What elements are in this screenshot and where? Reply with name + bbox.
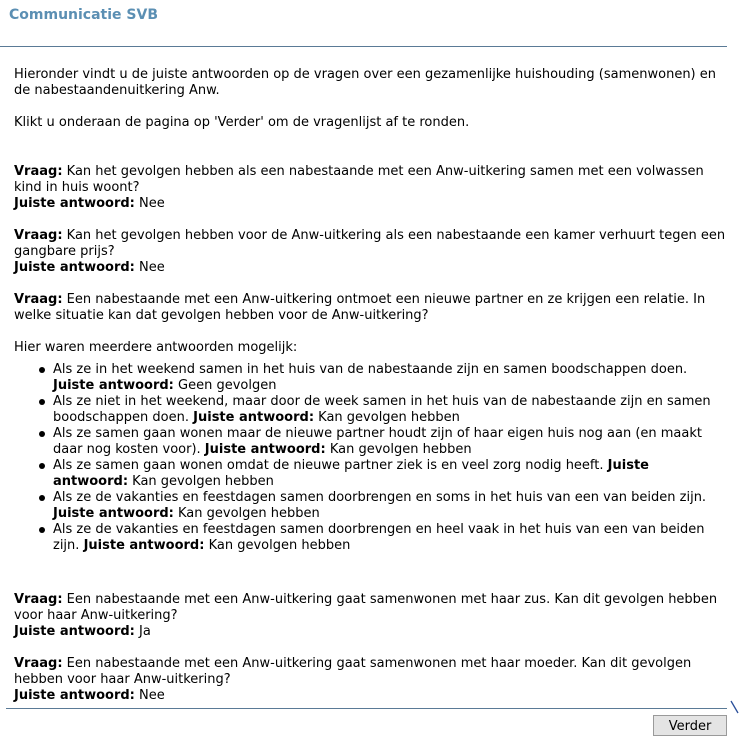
answer-text: Kan gevolgen hebben bbox=[329, 442, 472, 457]
answer-label: Juiste antwoord: bbox=[204, 442, 326, 457]
answer-list bbox=[14, 362, 728, 554]
answer-label: Juiste antwoord: bbox=[14, 688, 135, 703]
answer-text: Kan gevolgen hebben bbox=[208, 538, 351, 553]
question-label: Vraag: bbox=[14, 164, 63, 179]
item-text: Als ze niet in het weekend, maar door de week samen in het huis van de nabestaande zijn en samen boodschappen doen. bbox=[53, 394, 711, 425]
resize-handle-icon bbox=[730, 700, 739, 714]
bullet-icon bbox=[39, 527, 45, 533]
answer-label: Juiste antwoord: bbox=[14, 624, 135, 639]
question-text: Een nabestaande met een Anw-uitkering gaat samenwonen met haar zus. Kan dit gevolgen hebben voor haar Anw-uitkering? bbox=[14, 592, 718, 623]
answer-text: Kan gevolgen hebben bbox=[178, 506, 320, 521]
multiple-answers-note: Hier waren meerdere antwoorden mogelijk: bbox=[14, 340, 298, 355]
question-label: Vraag: bbox=[14, 292, 63, 307]
verder-button[interactable]: Verder bbox=[653, 715, 727, 736]
list-item bbox=[14, 458, 728, 490]
question-text: Een nabestaande met een Anw-uitkering gaat samenwonen met haar moeder. Kan dit gevolgen hebben voor haar Anw-uitkering? bbox=[14, 656, 692, 687]
list-item bbox=[14, 362, 728, 394]
item-text: Als ze samen gaan wonen omdat de nieuwe partner ziek is en veel zorg nodig heeft. bbox=[53, 458, 604, 473]
bullet-icon bbox=[39, 463, 45, 469]
item-text: Als ze de vakanties en feestdagen samen doorbrengen en heel vaak in het huis van een van beiden zijn. bbox=[53, 522, 705, 553]
question-text: Kan het gevolgen hebben voor de Anw-uitkering als een nabestaande een kamer verhuurt tegen een gangbare prijs? bbox=[14, 228, 726, 259]
question-label: Vraag: bbox=[14, 228, 63, 243]
qa-block-4 bbox=[14, 592, 728, 640]
answer-label: Juiste antwoord: bbox=[193, 410, 315, 425]
bullet-icon bbox=[39, 367, 45, 373]
list-item bbox=[14, 426, 728, 458]
bullet-icon bbox=[39, 399, 45, 405]
qa-block-5 bbox=[14, 656, 728, 704]
answer-label: Juiste antwoord: bbox=[14, 196, 135, 211]
header-divider bbox=[0, 46, 727, 47]
qa-block-3 bbox=[14, 292, 728, 324]
bullet-icon bbox=[39, 431, 45, 437]
answer-label: Juiste antwoord: bbox=[53, 378, 174, 393]
footer-divider bbox=[6, 708, 727, 709]
item-text: Als ze de vakanties en feestdagen samen doorbrengen en soms in het huis van een van beiden zijn. bbox=[53, 490, 707, 505]
qa-block-1 bbox=[14, 164, 728, 212]
answer-text: Geen gevolgen bbox=[178, 378, 277, 393]
question-label: Vraag: bbox=[14, 592, 63, 607]
question-text: Een nabestaande met een Anw-uitkering ontmoet een nieuwe partner en ze krijgen een relatie. In welke situatie kan dat gevolgen hebben voor de Anw-uitkering? bbox=[14, 292, 706, 323]
page-title: Communicatie SVB bbox=[9, 7, 158, 23]
question-label: Vraag: bbox=[14, 656, 63, 671]
answer-text: Nee bbox=[139, 260, 165, 275]
answer-text: Kan gevolgen hebben bbox=[318, 410, 460, 425]
item-text: Als ze samen gaan wonen maar de nieuwe partner houdt zijn of haar eigen huis nog aan (en maakt daar nog kosten voor). bbox=[53, 426, 702, 457]
item-text: Als ze in het weekend samen in het huis van de nabestaande zijn en samen boodschappen doen. bbox=[53, 362, 688, 377]
list-item bbox=[14, 394, 728, 426]
answer-label: Juiste antwoord: bbox=[53, 458, 649, 489]
list-item bbox=[14, 490, 728, 522]
bullet-icon bbox=[39, 495, 45, 501]
qa-block-2 bbox=[14, 228, 728, 276]
answer-text: Nee bbox=[139, 196, 165, 211]
answer-label: Juiste antwoord: bbox=[83, 538, 205, 553]
instruction-text: Klikt u onderaan de pagina op 'Verder' om de vragenlijst af te ronden. bbox=[14, 115, 470, 130]
answer-label: Juiste antwoord: bbox=[53, 506, 174, 521]
answer-text: Nee bbox=[139, 688, 165, 703]
intro-text: Hieronder vindt u de juiste antwoorden op de vragen over een gezamenlijke huishouding (samenwonen) en de nabestaandenuitkering Anw. bbox=[14, 67, 716, 98]
results-content bbox=[14, 67, 728, 704]
answer-text: Ja bbox=[139, 624, 151, 639]
question-text: Kan het gevolgen hebben als een nabestaande met een Anw-uitkering samen met een volwassen kind in huis woont? bbox=[14, 164, 704, 195]
answer-text: Kan gevolgen hebben bbox=[132, 474, 274, 489]
list-item bbox=[14, 522, 728, 554]
answer-label: Juiste antwoord: bbox=[14, 260, 135, 275]
